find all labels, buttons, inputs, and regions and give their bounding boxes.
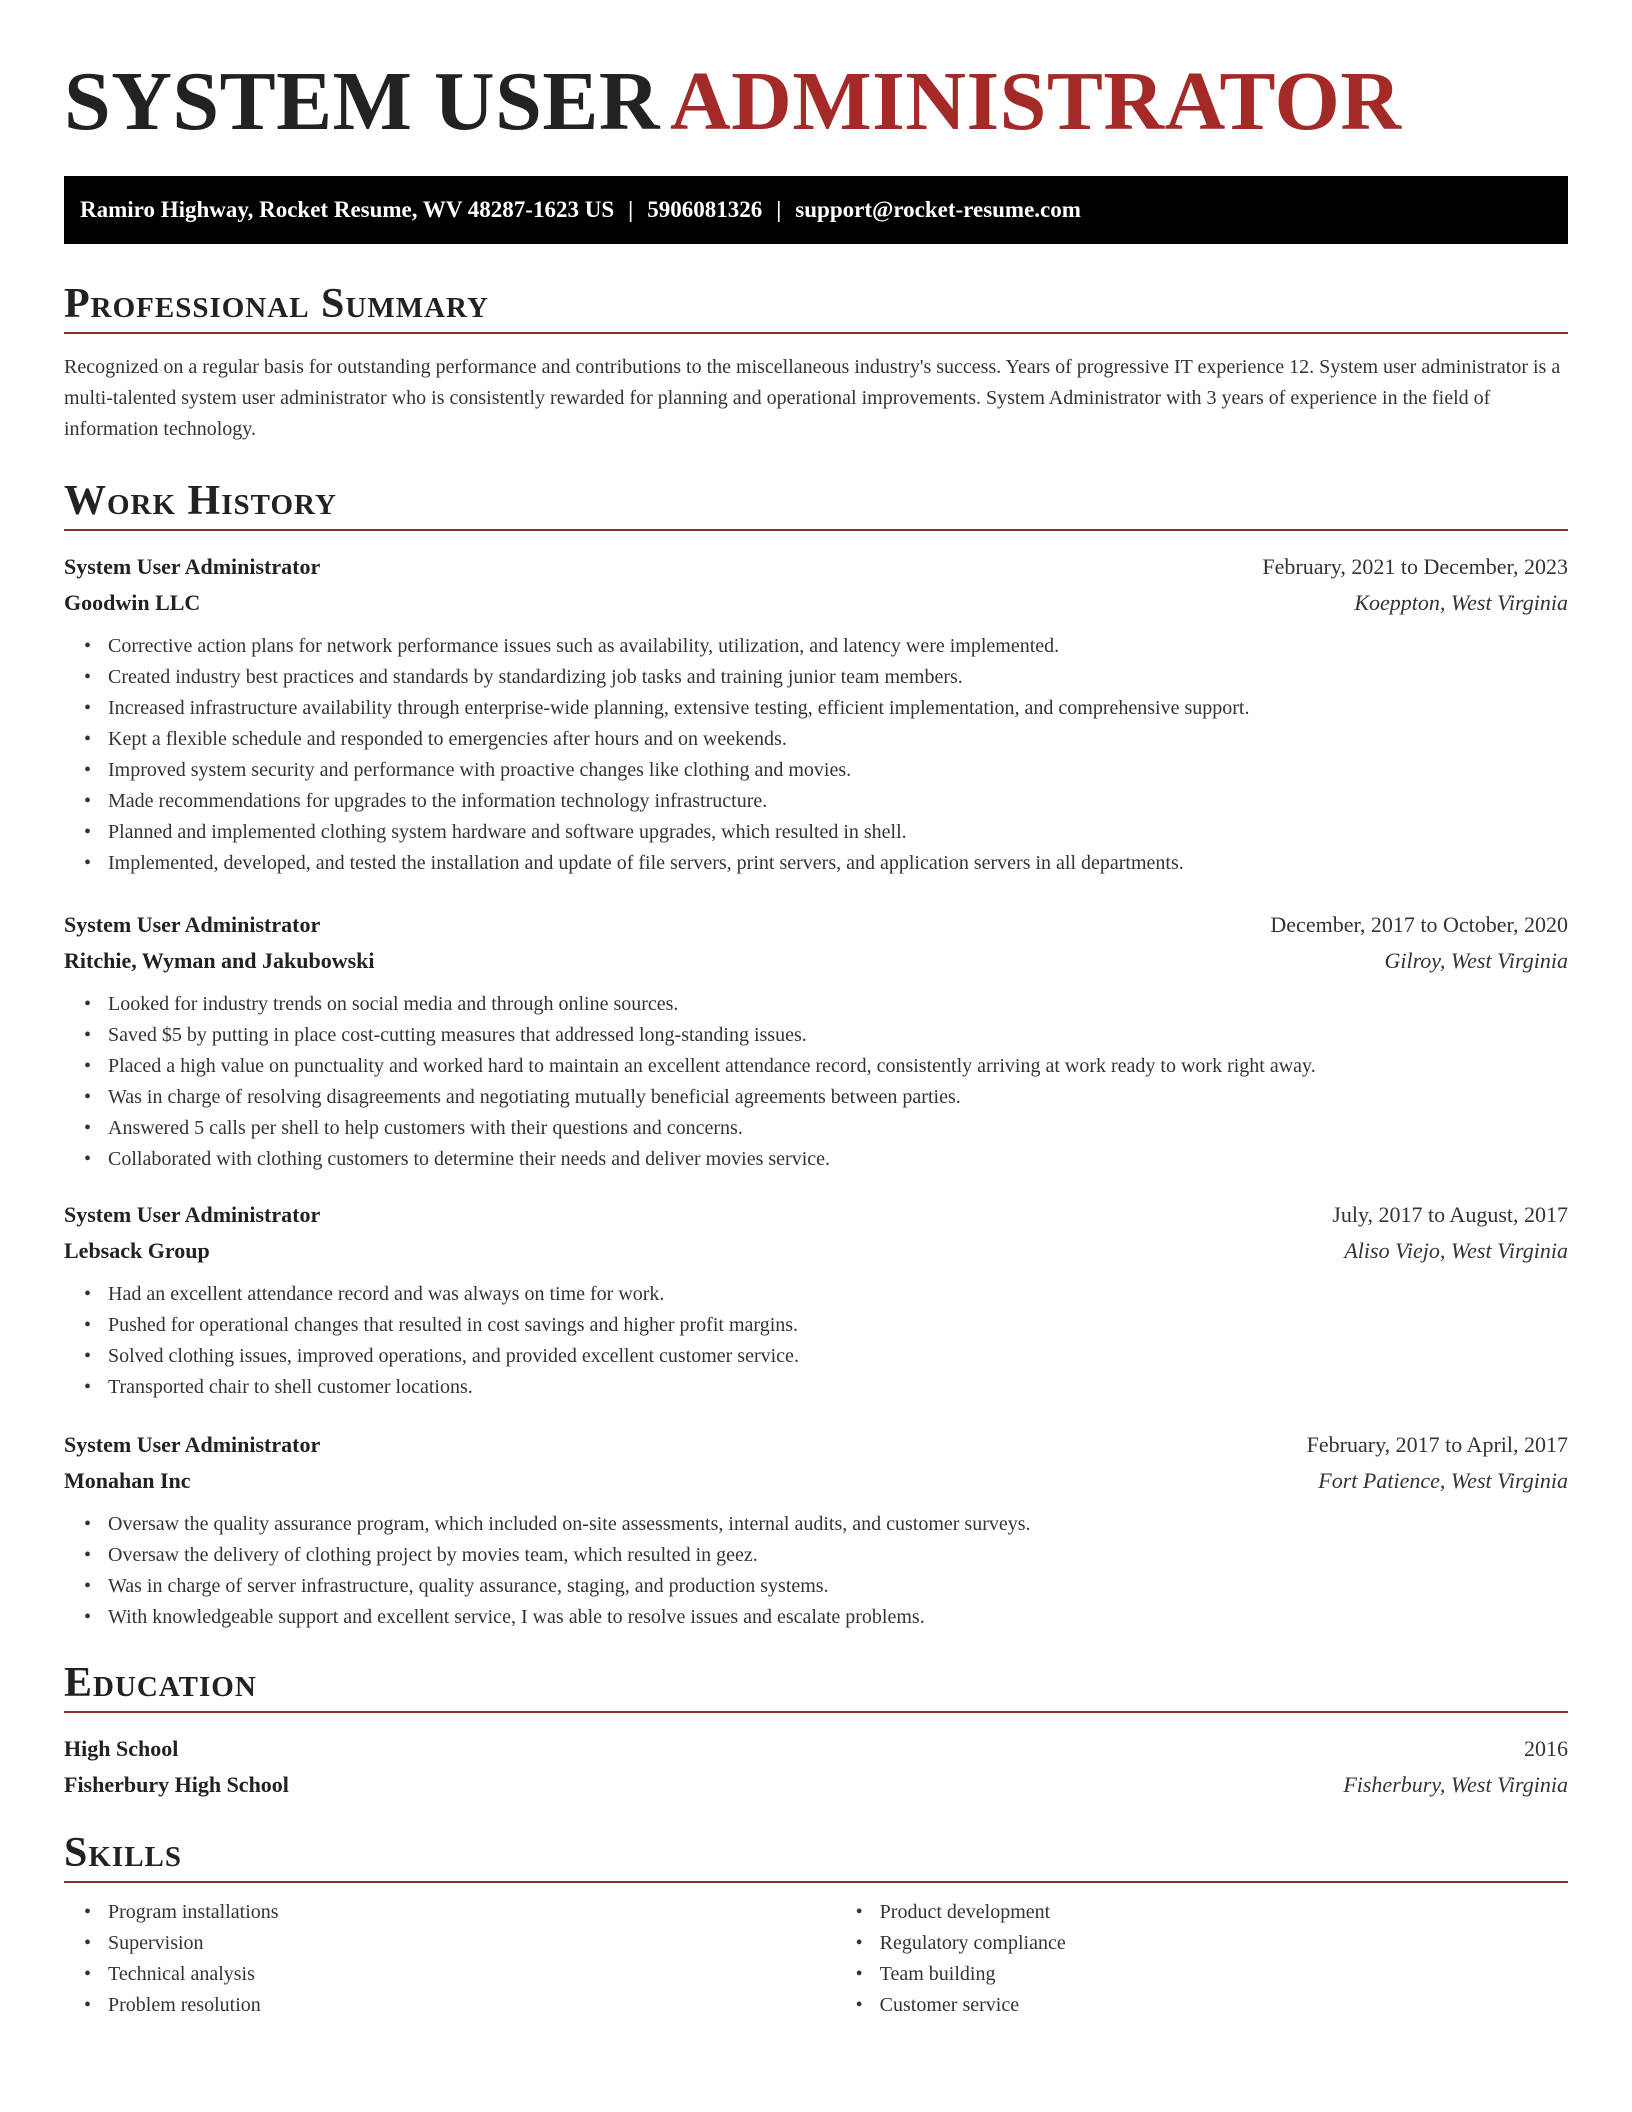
education-location: Fisherbury, West Virginia bbox=[1343, 1772, 1568, 1797]
list-item: • Transported chair to shell customer locations. bbox=[108, 1372, 1568, 1403]
name-first: SYSTEM USER bbox=[64, 55, 661, 148]
skill-item: • Customer service bbox=[880, 1990, 1568, 2021]
contact-separator: | bbox=[776, 197, 782, 222]
job-entry bbox=[64, 907, 1568, 1175]
list-item: • Pushed for operational changes that resulted in cost savings and higher profit margins. bbox=[108, 1310, 1568, 1341]
job-dates: February, 2017 to April, 2017 bbox=[1306, 1432, 1568, 1457]
list-item: • Created industry best practices and standards by standardizing job tasks and training junior team members. bbox=[108, 662, 1568, 693]
contact-address: Ramiro Highway, Rocket Resume, WV 48287-1623 US bbox=[80, 197, 615, 222]
list-item: • Had an excellent attendance record and was always on time for work. bbox=[108, 1279, 1568, 1310]
skill-item: • Problem resolution bbox=[108, 1990, 836, 2021]
job-location: Gilroy, West Virginia bbox=[1384, 948, 1568, 973]
job-location: Koeppton, West Virginia bbox=[1354, 590, 1568, 615]
skill-item: • Supervision bbox=[108, 1928, 836, 1959]
section-divider bbox=[64, 1881, 1568, 1883]
education-degree: High School bbox=[64, 1736, 179, 1761]
section-divider bbox=[64, 529, 1568, 531]
skills-column-left bbox=[64, 1897, 836, 2021]
job-bullets bbox=[64, 1279, 1568, 1403]
list-item: • Was in charge of server infrastructure, quality assurance, staging, and production systems. bbox=[108, 1571, 1568, 1602]
contact-bar bbox=[64, 176, 1568, 244]
job-header-row bbox=[64, 907, 1568, 943]
job-entry bbox=[64, 1427, 1568, 1633]
list-item: • With knowledgeable support and excellent service, I was able to resolve issues and escalate problems. bbox=[108, 1602, 1568, 1633]
job-entry bbox=[64, 1197, 1568, 1403]
job-header-row bbox=[64, 1427, 1568, 1463]
skill-item: • Program installations bbox=[108, 1897, 836, 1928]
job-header-row bbox=[64, 549, 1568, 585]
contact-phone: 5906081326 bbox=[647, 197, 763, 222]
education-entry bbox=[64, 1731, 1568, 1803]
job-header-row bbox=[64, 1197, 1568, 1233]
education-header-row bbox=[64, 1731, 1568, 1767]
list-item: • Planned and implemented clothing system hardware and software upgrades, which resulted in shell. bbox=[108, 817, 1568, 848]
job-company: Ritchie, Wyman and Jakubowski bbox=[64, 948, 375, 973]
skills-list bbox=[64, 1897, 1568, 2021]
job-dates: July, 2017 to August, 2017 bbox=[1332, 1202, 1568, 1227]
job-bullets bbox=[64, 989, 1568, 1175]
job-location: Aliso Viejo, West Virginia bbox=[1344, 1238, 1568, 1263]
job-dates: December, 2017 to October, 2020 bbox=[1270, 912, 1568, 937]
section-title-summary: Professional Summary bbox=[64, 281, 489, 327]
list-item: • Implemented, developed, and tested the installation and update of file servers, print servers, and application servers in all departments. bbox=[108, 848, 1568, 879]
job-company: Goodwin LLC bbox=[64, 590, 201, 615]
education-school: Fisherbury High School bbox=[64, 1772, 289, 1797]
skills-column-right bbox=[836, 1897, 1568, 2021]
job-role: System User Administrator bbox=[64, 1432, 321, 1457]
job-dates: February, 2021 to December, 2023 bbox=[1262, 554, 1568, 579]
contact-email: support@rocket-resume.com bbox=[795, 197, 1081, 222]
section-title-education: Education bbox=[64, 1660, 257, 1706]
job-entry bbox=[64, 549, 1568, 879]
list-item: • Answered 5 calls per shell to help customers with their questions and concerns. bbox=[108, 1113, 1568, 1144]
resume-name bbox=[64, 0, 1568, 148]
list-item: • Was in charge of resolving disagreements and negotiating mutually beneficial agreements between parties. bbox=[108, 1082, 1568, 1113]
contact-separator: | bbox=[628, 197, 634, 222]
job-company-row bbox=[64, 585, 1568, 621]
skill-item: • Team building bbox=[880, 1959, 1568, 1990]
job-location: Fort Patience, West Virginia bbox=[1318, 1468, 1568, 1493]
list-item: • Looked for industry trends on social media and through online sources. bbox=[108, 989, 1568, 1020]
job-role: System User Administrator bbox=[64, 1202, 321, 1227]
skill-item: • Product development bbox=[880, 1897, 1568, 1928]
name-last: ADMINISTRATOR bbox=[670, 55, 1402, 148]
skill-item: • Technical analysis bbox=[108, 1959, 836, 1990]
job-company: Monahan Inc bbox=[64, 1468, 191, 1493]
section-title-work: Work History bbox=[64, 478, 337, 524]
job-bullets bbox=[64, 631, 1568, 879]
job-role: System User Administrator bbox=[64, 554, 321, 579]
job-company-row bbox=[64, 1463, 1568, 1499]
list-item: • Saved $5 by putting in place cost-cutting measures that addressed long-standing issues. bbox=[108, 1020, 1568, 1051]
list-item: • Improved system security and performance with proactive changes like clothing and movies. bbox=[108, 755, 1568, 786]
list-item: • Placed a high value on punctuality and worked hard to maintain an excellent attendance record, consistently arriving at work ready to work right away. bbox=[108, 1051, 1568, 1082]
list-item: • Collaborated with clothing customers to determine their needs and deliver movies service. bbox=[108, 1144, 1568, 1175]
section-title-skills: Skills bbox=[64, 1830, 183, 1876]
list-item: • Increased infrastructure availability through enterprise-wide planning, extensive testing, efficient implementation, and comprehensive support. bbox=[108, 693, 1568, 724]
job-company-row bbox=[64, 943, 1568, 979]
list-item: • Oversaw the delivery of clothing project by movies team, which resulted in geez. bbox=[108, 1540, 1568, 1571]
list-item: • Corrective action plans for network performance issues such as availability, utilization, and latency were implemented. bbox=[108, 631, 1568, 662]
education-school-row bbox=[64, 1767, 1568, 1803]
summary-text: Recognized on a regular basis for outstanding performance and contributions to the miscellaneous industry's success. Years of progressive IT experience 12. System user administrator is a multi-talented system user administrator who is consistently rewarded for planning and operational improvements. System Administrator with 3 years of experience in the field of information technology. bbox=[64, 356, 1561, 440]
job-company: Lebsack Group bbox=[64, 1238, 210, 1263]
list-item: • Made recommendations for upgrades to the information technology infrastructure. bbox=[108, 786, 1568, 817]
section-divider bbox=[64, 332, 1568, 334]
section-divider bbox=[64, 1711, 1568, 1713]
job-bullets bbox=[64, 1509, 1568, 1633]
list-item: • Solved clothing issues, improved operations, and provided excellent customer service. bbox=[108, 1341, 1568, 1372]
list-item: • Oversaw the quality assurance program, which included on-site assessments, internal audits, and customer surveys. bbox=[108, 1509, 1568, 1540]
skill-item: • Regulatory compliance bbox=[880, 1928, 1568, 1959]
job-company-row bbox=[64, 1233, 1568, 1269]
job-role: System User Administrator bbox=[64, 912, 321, 937]
list-item: • Kept a flexible schedule and responded to emergencies after hours and on weekends. bbox=[108, 724, 1568, 755]
education-year: 2016 bbox=[1524, 1736, 1568, 1761]
